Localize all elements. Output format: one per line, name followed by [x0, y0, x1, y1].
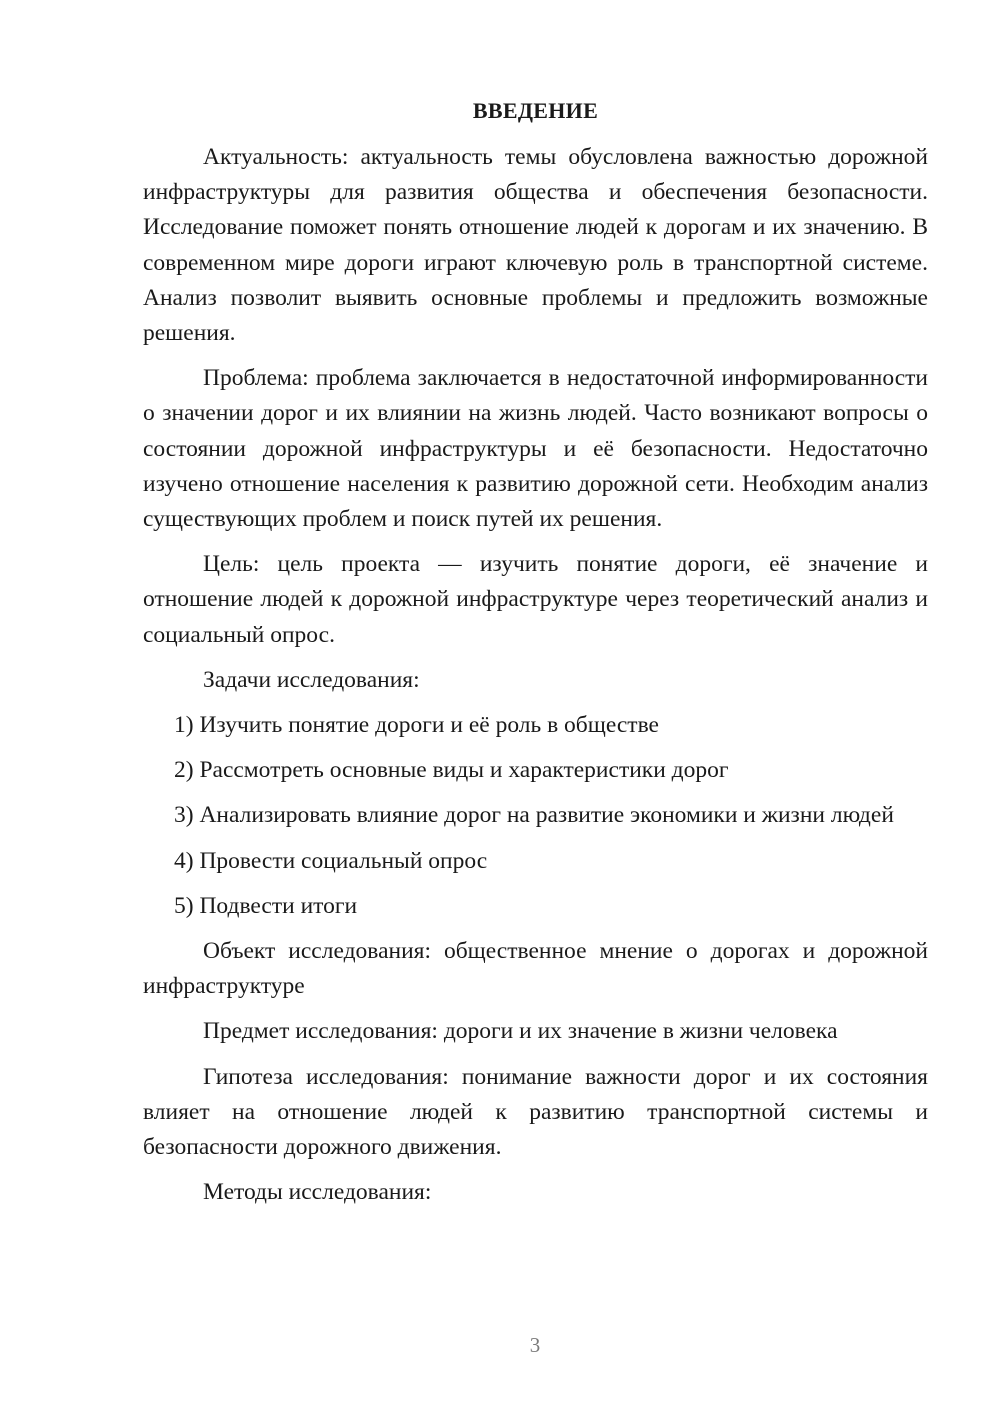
object-paragraph: Объект исследования: общественное мнение о дорогах и дорожной инфраструктуре: [143, 938, 928, 1000]
methods-paragraph: Методы исследования:: [203, 1179, 432, 1206]
task-item: 1) Изучить понятие дороги и её роль в обществе: [174, 712, 659, 739]
tasks-heading: Задачи исследования:: [203, 666, 420, 693]
hypothesis-paragraph: Гипотеза исследования: понимание важности дорог и их состояния влияет на отношение людей к развитию транспортной системы и безопасности дорожного движения.: [143, 1063, 928, 1161]
page-number: 3: [529, 1333, 541, 1357]
page-title: ВВЕДЕНИЕ: [472, 98, 599, 123]
subject-paragraph: Предмет исследования: дороги и их значение в жизни человека: [203, 1018, 838, 1045]
problem-paragraph: Проблема: проблема заключается в недостаточной информированности о значении дорог и их влиянии на жизнь людей. Часто возникают вопросы о состоянии дорожной инфраструктуры и её безопасности. Недостаточно изучено отношение населения к развитию дорожной сети. Необходим анализ существующих проблем и поиск путей их решения.: [143, 365, 928, 533]
task-item: 4) Провести социальный опрос: [174, 847, 488, 874]
relevance-paragraph: Актуальность: актуальность темы обусловлена важностью дорожной инфраструктуры для развития общества и обеспечения безопасности. Исследование поможет понять отношение людей к дорогам и их значению. В современном мире дороги играют ключевую роль в транспортной системе. Анализ позволит выявить основные проблемы и предложить возможные решения.: [143, 144, 928, 347]
task-item: 2) Рассмотреть основные виды и характеристики дорог: [174, 757, 729, 784]
goal-paragraph: Цель: цель проекта — изучить понятие дороги, её значение и отношение людей к дорожной инфраструктуре через теоретический анализ и социальный опрос.: [143, 551, 928, 648]
task-item: 3) Анализировать влияние дорог на развитие экономики и жизни людей: [174, 802, 894, 829]
task-item: 5) Подвести итоги: [174, 892, 358, 919]
page-content: [143, 93, 928, 1220]
tasks-list: [143, 708, 928, 924]
